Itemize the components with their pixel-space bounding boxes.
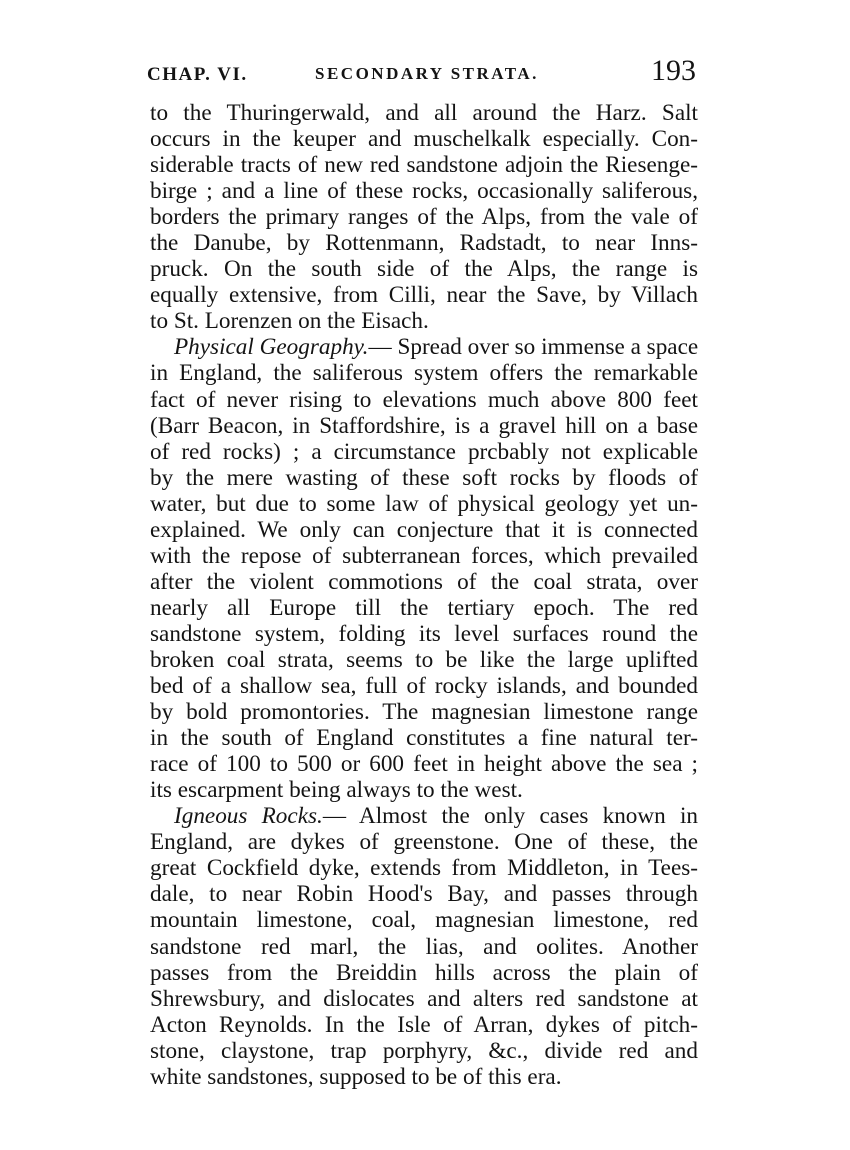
- text-line: Shrewsbury, and dislocates and alters red sandstone at: [150, 985, 698, 1012]
- text-line: of red rocks) ; a circumstance prcbably not explicable: [150, 438, 698, 465]
- text-line: birge ; and a line of these rocks, occasionally saliferous,: [150, 178, 698, 205]
- page-number: 193: [651, 54, 696, 87]
- text-line: (Barr Beacon, in Staffordshire, is a gravel hill on a base: [150, 412, 698, 439]
- body-text: [150, 100, 698, 1090]
- paragraph-physical-geography-start: Physical Geography.— Spread over so immense a space: [174, 334, 699, 361]
- text-line: in the south of England constitutes a fine natural ter-: [150, 725, 698, 752]
- text-line: the Danube, by Rottenmann, Radstadt, to near Inns-: [150, 230, 698, 257]
- text-line: water, but due to some law of physical geology yet un-: [150, 490, 698, 517]
- section-heading-physical-geography: Physical Geography.: [174, 334, 369, 361]
- text-line: occurs in the keuper and muschelkalk especially. Con-: [150, 126, 698, 153]
- text-line: its escarpment being always to the west.: [150, 777, 523, 804]
- text-line: white sandstones, supposed to be of this era.: [150, 1063, 562, 1090]
- text-line: mountain limestone, coal, magnesian limestone, red: [150, 907, 698, 934]
- paragraph-igneous-rocks-start: Igneous Rocks.— Almost the only cases known in: [174, 803, 698, 830]
- text-line: great Cockfield dyke, extends from Middleton, in Tees-: [150, 855, 698, 882]
- text-line: bed of a shallow sea, full of rocky islands, and bounded: [150, 673, 698, 700]
- text-line: siderable tracts of new red sandstone adjoin the Riesenge-: [150, 152, 698, 179]
- text-line: dale, to near Robin Hood's Bay, and passes through: [150, 881, 698, 908]
- text-line: Acton Reynolds. In the Isle of Arran, dykes of pitch-: [150, 1011, 698, 1038]
- chapter-label: CHAP. VI.: [147, 64, 248, 85]
- text-line: broken coal strata, seems to be like the large uplifted: [150, 646, 698, 673]
- text-line: by the mere wasting of these soft rocks by floods of: [150, 464, 698, 491]
- text-line: in England, the saliferous system offers the remarkable: [150, 360, 698, 387]
- text-line: pruck. On the south side of the Alps, the range is: [150, 256, 698, 283]
- text-line: race of 100 to 500 or 600 feet in height above the sea ;: [150, 751, 698, 778]
- section-heading-igneous-rocks: Igneous Rocks.: [174, 803, 323, 830]
- text-line: passes from the Breiddin hills across the plain of: [150, 959, 698, 986]
- text-line: equally extensive, from Cilli, near the Save, by Villach: [150, 282, 698, 309]
- text-line: to St. Lorenzen on the Eisach.: [150, 308, 429, 335]
- text-line: borders the primary ranges of the Alps, from the vale of: [150, 204, 698, 231]
- text-line: stone, claystone, trap porphyry, &c., divide red and: [150, 1037, 698, 1064]
- text-line: by bold promontories. The magnesian limestone range: [150, 699, 698, 726]
- running-head: [147, 52, 702, 92]
- running-title: SECONDARY STRATA.: [315, 64, 539, 83]
- text-line: sandstone system, folding its level surfaces round the: [150, 620, 698, 647]
- text-line: nearly all Europe till the tertiary epoch. The red: [150, 594, 698, 621]
- text-line: England, are dykes of greenstone. One of these, the: [150, 829, 698, 856]
- text-line: with the repose of subterranean forces, which prevailed: [150, 542, 698, 569]
- text-line: fact of never rising to elevations much above 800 feet: [150, 386, 698, 413]
- text-line: explained. We only can conjecture that it is connected: [150, 516, 698, 543]
- text-line: sandstone red marl, the lias, and oolites. Another: [150, 933, 698, 960]
- text-line: to the Thuringerwald, and all around the Harz. Salt: [150, 100, 698, 126]
- text-line: after the violent commotions of the coal strata, over: [150, 568, 698, 595]
